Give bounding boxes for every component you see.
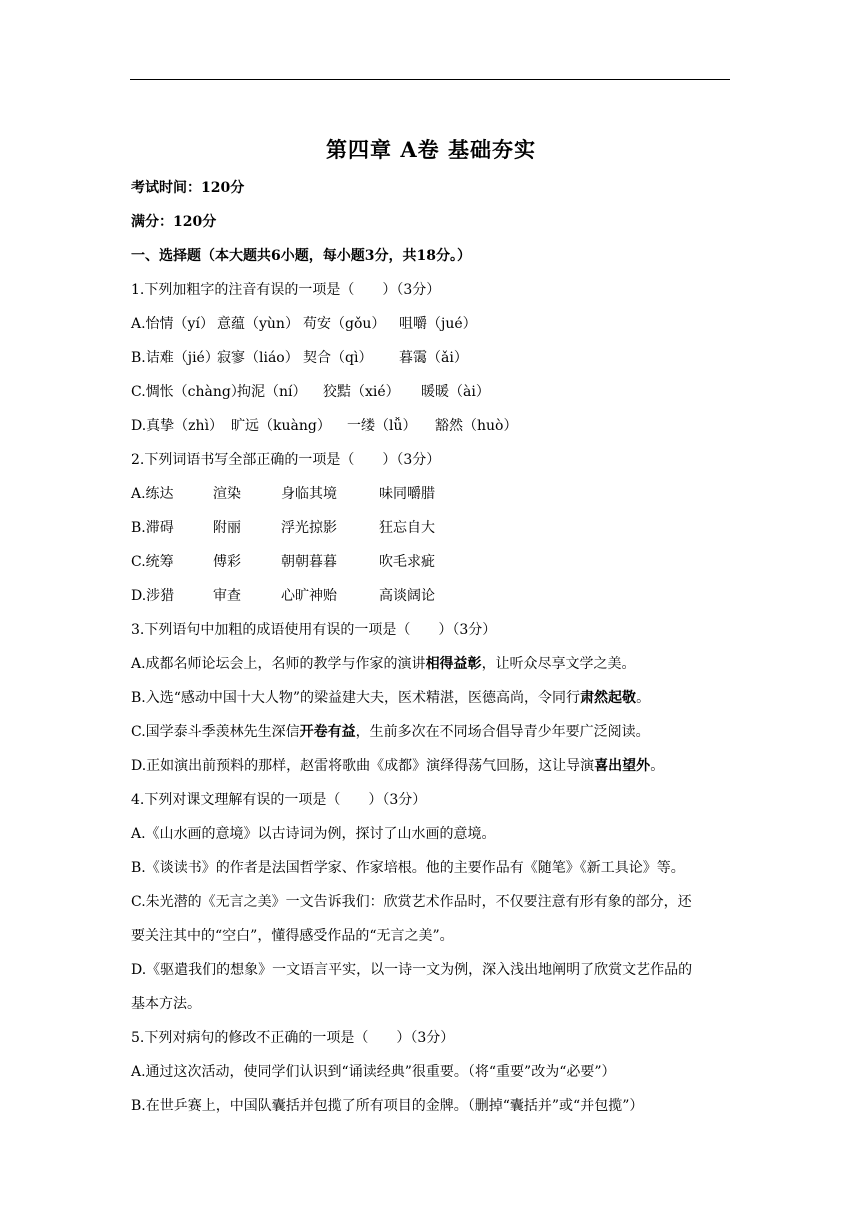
q4-option-b: B.《谈读书》的作者是法国哲学家、作家培根。他的主要作品有《随笔》《新工具论》等。	[131, 860, 685, 876]
q1-a-3: 苟安（gǒu）	[303, 316, 386, 332]
q2-option-a	[131, 483, 731, 517]
q2-a-2: 渲染	[213, 486, 241, 502]
q1-option-c	[131, 381, 731, 415]
q3-a-idiom: 相得益彰	[425, 656, 482, 672]
q1-option-b	[131, 347, 731, 381]
q1-c-2: 拘泥（ní）	[237, 384, 307, 400]
q5-stem: 5.下列对病句的修改不正确的一项是（ ）（3分）	[131, 1030, 455, 1046]
q2-option-d	[131, 585, 731, 619]
q2-d-3: 心旷神贻	[281, 588, 337, 604]
q1-c-4: 暖暖（ài）	[421, 384, 490, 400]
q2-c-4: 吹毛求疵	[379, 554, 435, 570]
q1-d-1: D.真挚（zhì）	[131, 418, 224, 434]
exam-time: 考试时间：120分	[131, 180, 245, 196]
q3-d-idiom: 喜出望外	[594, 758, 651, 774]
q1-b-4: 暮霭（ǎi）	[399, 350, 468, 366]
q3-option-b	[131, 687, 731, 721]
q2-d-4: 高谈阔论	[379, 588, 435, 604]
q2-b-1: B.滞碍	[131, 520, 174, 536]
q1-c-1: C.惆怅（chàng）	[131, 384, 245, 400]
section-heading: 一、选择题（本大题共6小题，每小题3分，共18分。）	[131, 248, 471, 264]
q1-d-4: 豁然（huò）	[435, 418, 518, 434]
q1-stem: 1.下列加粗字的注音有误的一项是（ ）（3分）	[131, 282, 441, 298]
q3-option-d	[131, 755, 731, 789]
q3-b-pre: B.入选“感动中国十大人物”的梁益建大夫，医术精湛，医德高尚，令同行	[131, 690, 581, 706]
q1-b-2: 寂寥（liáo）	[217, 350, 299, 366]
q2-d-1: D.涉猎	[131, 588, 175, 604]
q3-c-idiom: 开卷有益	[299, 724, 356, 740]
q1-b-3: 契合（qì）	[303, 350, 373, 366]
q3-c-pre: C.国学泰斗季羡林先生深信	[131, 724, 300, 740]
header-rule	[130, 79, 730, 80]
q3-a-pre: A.成都名师论坛会上，名师的教学与作家的演讲	[131, 656, 426, 672]
q2-stem: 2.下列词语书写全部正确的一项是（ ）（3分）	[131, 452, 441, 468]
q2-b-4: 狂忘自大	[379, 520, 435, 536]
q2-b-3: 浮光掠影	[281, 520, 337, 536]
q3-b-post: 。	[636, 690, 651, 706]
q2-b-2: 附丽	[213, 520, 241, 536]
q1-d-3: 一缕（lǚ）	[347, 418, 417, 434]
q4-option-d-line1: D.《驱遣我们的想象》一文语言平实，以一诗一文为例，深入浅出地阐明了欣赏文艺作品的	[131, 962, 693, 978]
q4-option-d-line2: 基本方法。	[131, 996, 201, 1012]
q3-d-post: 。	[650, 758, 665, 774]
q3-option-a	[131, 653, 731, 687]
q1-a-2: 意蕴（yùn）	[217, 316, 299, 332]
q4-option-c-line1: C.朱光潜的《无言之美》一文告诉我们：欣赏艺术作品时，不仅要注意有形有象的部分，还	[131, 894, 692, 910]
q1-a-1: A.怡情（yí）	[131, 316, 214, 332]
q1-c-3: 狡黠（xié）	[323, 384, 400, 400]
q2-c-1: C.统筹	[131, 554, 174, 570]
q4-option-a: A.《山水画的意境》以古诗词为例，探讨了山水画的意境。	[131, 826, 496, 842]
q3-option-c	[131, 721, 731, 755]
q1-option-d	[131, 415, 731, 449]
q3-a-post: ，让听众尽享文学之美。	[481, 656, 636, 672]
document-body	[131, 177, 731, 1129]
q1-b-1: B.诘难（jié）	[131, 350, 219, 366]
q1-a-4: 咀嚼（jué）	[399, 316, 477, 332]
q2-a-1: A.练达	[131, 486, 174, 502]
q2-option-b	[131, 517, 731, 551]
q2-a-4: 味同嚼腊	[379, 486, 435, 502]
q5-option-b: B.在世乒赛上，中国队囊括并包揽了所有项目的金牌。（删掉“囊括并”或“并包揽”）	[131, 1098, 644, 1114]
q2-c-3: 朝朝暮暮	[281, 554, 337, 570]
q3-c-post: ，生前多次在不同场合倡导青少年要广泛阅读。	[355, 724, 650, 740]
q2-d-2: 审查	[213, 588, 241, 604]
exam-score: 满分：120分	[131, 214, 217, 230]
q1-d-2: 旷远（kuàng）	[231, 418, 331, 434]
q4-option-c-line2: 要关注其中的“空白”，懂得感受作品的“无言之美”。	[131, 928, 454, 944]
page-title: 第四章 A卷 基础夯实	[326, 137, 536, 162]
q1-option-a	[131, 313, 731, 347]
q4-stem: 4.下列对课文理解有误的一项是（ ）（3分）	[131, 792, 427, 808]
q3-b-idiom: 肃然起敬	[580, 690, 637, 706]
q3-stem: 3.下列语句中加粗的成语使用有误的一项是（ ）（3分）	[131, 622, 497, 638]
q5-option-a: A.通过这次活动，使同学们认识到“诵读经典”很重要。（将“重要”改为“必要”）	[131, 1064, 616, 1080]
q2-a-3: 身临其境	[281, 486, 337, 502]
q3-d-pre: D.正如演出前预料的那样，赵雷将歌曲《成都》演绎得荡气回肠，这让导演	[131, 758, 595, 774]
q2-c-2: 傅彩	[213, 554, 241, 570]
q2-option-c	[131, 551, 731, 585]
